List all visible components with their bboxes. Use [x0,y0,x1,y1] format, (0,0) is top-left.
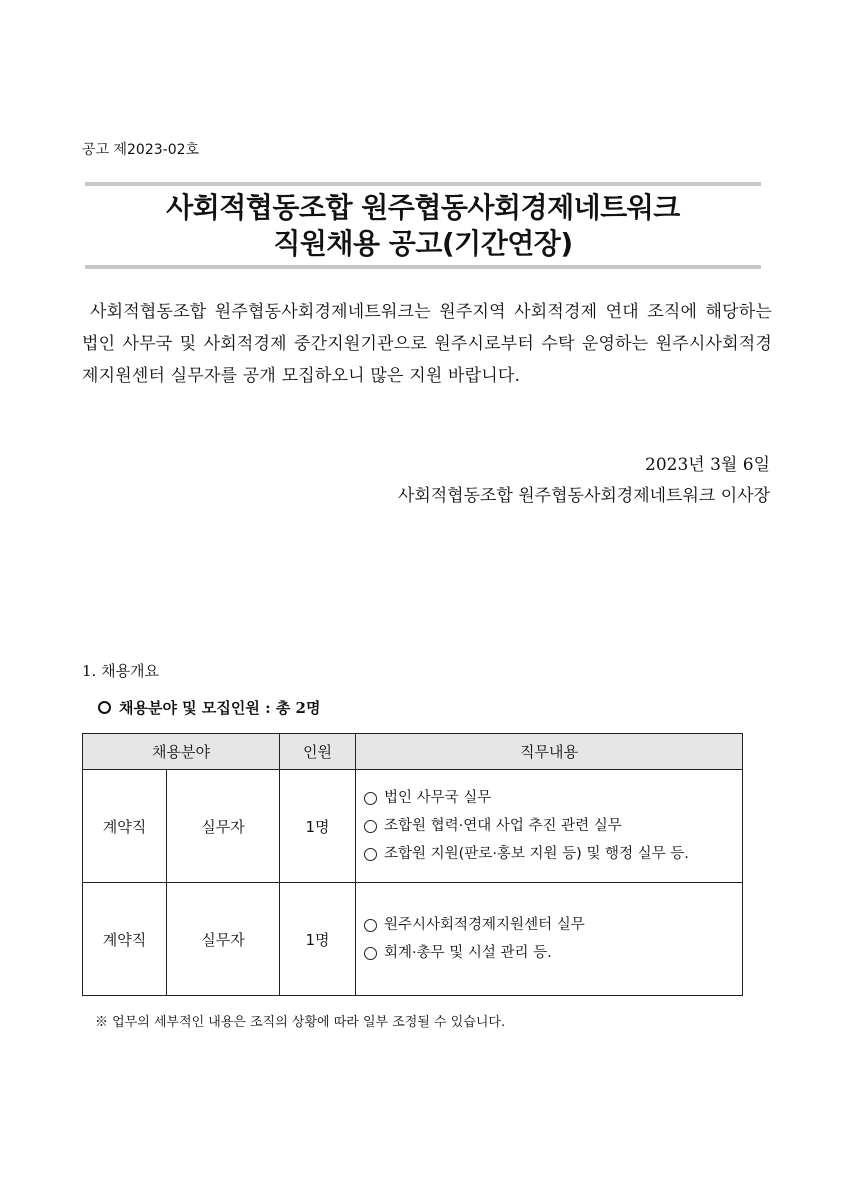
duty-text: 회계·총무 및 시설 관리 등. [384,945,552,961]
headcount: 1명 [280,883,356,996]
circle-bullet-icon [364,792,377,805]
page-title [85,190,761,262]
recruit-summary [98,697,320,718]
duty-item [364,939,742,967]
table-row [83,770,743,883]
footnote: ※ 업무의 세부적인 내용은 조직의 상황에 따라 일부 조정될 수 있습니다. [95,1015,506,1030]
circle-bullet-icon [364,848,377,861]
title-top-divider [85,182,761,186]
title-bottom-divider [85,265,761,269]
title-line-2: 직원채용 공고(기간연장) [273,227,573,260]
recruitment-table [82,733,743,996]
recruit-summary-text: 채용분야 및 모집인원 : 총 2명 [119,699,321,717]
signer: 사회적협동조합 원주협동사회경제네트워크 이사장 [397,486,770,506]
section-title-overview: 1. 채용개요 [82,662,160,680]
duty-item [364,911,742,939]
duty-item [364,840,742,868]
notice-date: 2023년 3월 6일 [645,455,770,475]
table-header-row [83,734,743,770]
circle-bullet-icon [364,919,377,932]
duties-cell [356,883,743,996]
headcount: 1명 [280,770,356,883]
header-field: 채용분야 [83,734,280,770]
notice-number: 공고 제2023-02호 [82,142,200,158]
duty-text: 법인 사무국 실무 [384,790,492,806]
duties-cell [356,770,743,883]
employment-type: 계약직 [83,770,167,883]
duty-item [364,812,742,840]
circle-bullet-icon [364,820,377,833]
header-duties: 직무내용 [356,734,743,770]
duty-text: 원주시사회적경제지원센터 실무 [384,917,585,933]
circle-bullet-icon [364,947,377,960]
position: 실무자 [167,770,280,883]
title-line-1: 사회적협동조합 원주협동사회경제네트워크 [166,191,680,224]
duty-text: 조합원 협력·연대 사업 추진 관련 실무 [384,818,622,834]
position: 실무자 [167,883,280,996]
intro-paragraph: 사회적협동조합 원주협동사회경제네트워크는 원주지역 사회적경제 연대 조직에 해당하는 법인 사무국 및 사회적경제 중간지원기관으로 원주시로부터 수탁 운영하는 원주시사회적경제지원센터 실무자를 공개 모집하오니 많은 지원 바랍니다. [82,302,772,386]
header-count: 인원 [280,734,356,770]
bullet-ring-icon [98,701,111,714]
table-row [83,883,743,996]
duty-item [364,784,742,812]
duty-text: 조합원 지원(판로·홍보 지원 등) 및 행정 실무 등. [384,846,689,862]
employment-type: 계약직 [83,883,167,996]
